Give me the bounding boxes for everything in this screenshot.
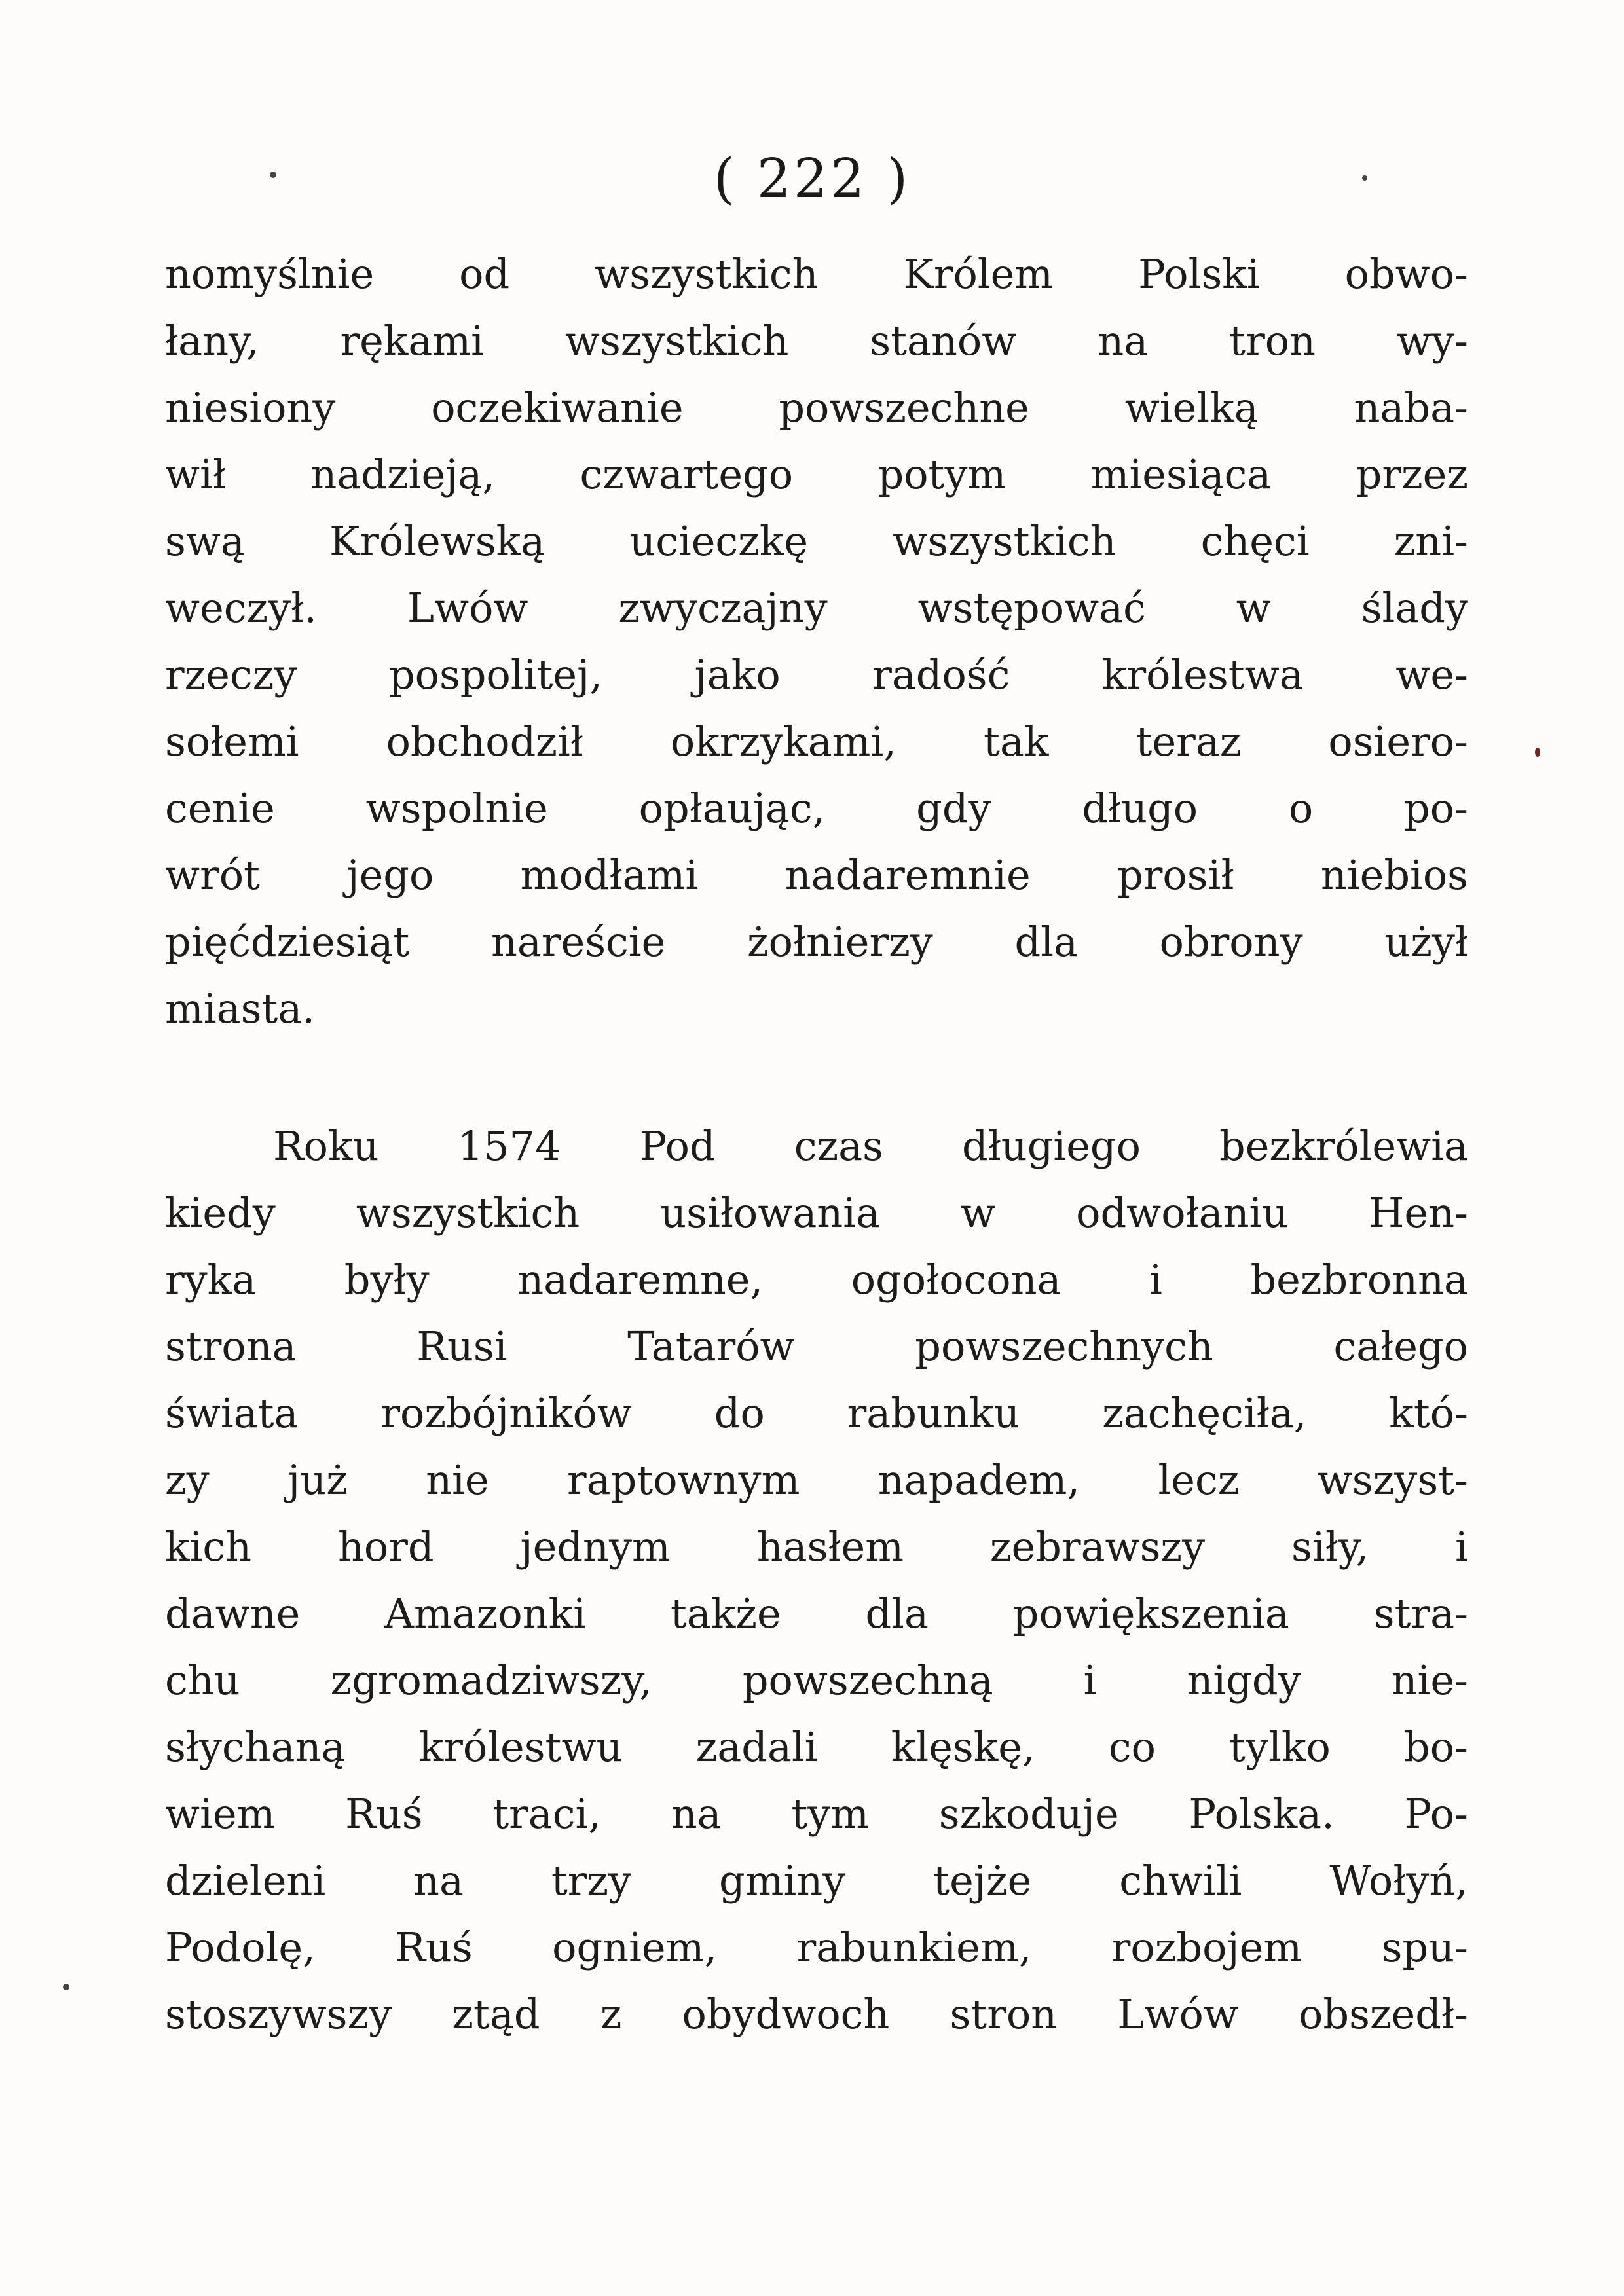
text-line: ryka były nadaremne, ogołocona i bezbronna — [165, 1256, 1468, 1303]
paragraph-1 — [165, 241, 1468, 1042]
text-line: chu zgromadziwszy, powszechną i nigdy nie- — [165, 1656, 1468, 1704]
text-line: Roku 1574 Pod czas długiego bezkrólewia — [273, 1122, 1468, 1170]
text-line: wił nadzieją, czwartego potym miesiąca przez — [165, 450, 1468, 498]
ink-speck — [63, 1984, 69, 1990]
text-line: wiem Ruś traci, na tym szkoduje Polska. Po- — [165, 1790, 1468, 1838]
text-line: kich hord jednym hasłem zebrawszy siły, i — [165, 1523, 1468, 1571]
text-line: pięćdziesiąt nareście żołnierzy dla obrony użył — [165, 918, 1468, 966]
text-line: świata rozbójników do rabunku zachęciła, któ- — [165, 1389, 1468, 1437]
text-line: cenie wspolnie opłaując, gdy długo o po- — [165, 784, 1468, 832]
text-line: miasta. — [165, 985, 315, 1032]
text-line: niesiony oczekiwanie powszechne wielką naba- — [165, 384, 1468, 431]
text-line: łany, rękami wszystkich stanów na tron wy- — [165, 317, 1468, 365]
text-line: swą Królewską ucieczkę wszystkich chęci zni- — [165, 517, 1468, 565]
paragraph-2 — [165, 1113, 1468, 2048]
text-line: stoszywszy ztąd z obydwoch stron Lwów obszedł- — [165, 1990, 1468, 2038]
text-line: sołemi obchodził okrzykami, tak teraz osiero- — [165, 718, 1468, 765]
text-line: nomyślnie od wszystkich Królem Polski obwo- — [165, 250, 1468, 298]
text-line: dzieleni na trzy gminy tejże chwili Wołyń, — [165, 1857, 1468, 1904]
text-line: kiedy wszystkich usiłowania w odwołaniu Hen- — [165, 1189, 1468, 1237]
page-number: ( 222 ) — [713, 148, 911, 210]
text-line: wrót jego modłami nadaremnie prosił niebios — [165, 851, 1468, 899]
text-line: słychaną królestwu zadali klęskę, co tylko bo- — [165, 1723, 1468, 1771]
text-line: strona Rusi Tatarów powszechnych całego — [165, 1322, 1468, 1370]
text-line: rzeczy pospolitej, jako radość królestwa we- — [165, 651, 1468, 699]
text-line: weczył. Lwów zwyczajny wstępować w ślady — [165, 584, 1468, 632]
text-line: zy już nie raptownym napadem, lecz wszyst- — [165, 1456, 1468, 1504]
ink-speck — [1535, 748, 1540, 757]
text-line: Podolę, Ruś ogniem, rabunkiem, rozbojem spu- — [165, 1923, 1468, 1971]
text-line: dawne Amazonki także dla powiększenia stra- — [165, 1590, 1468, 1637]
